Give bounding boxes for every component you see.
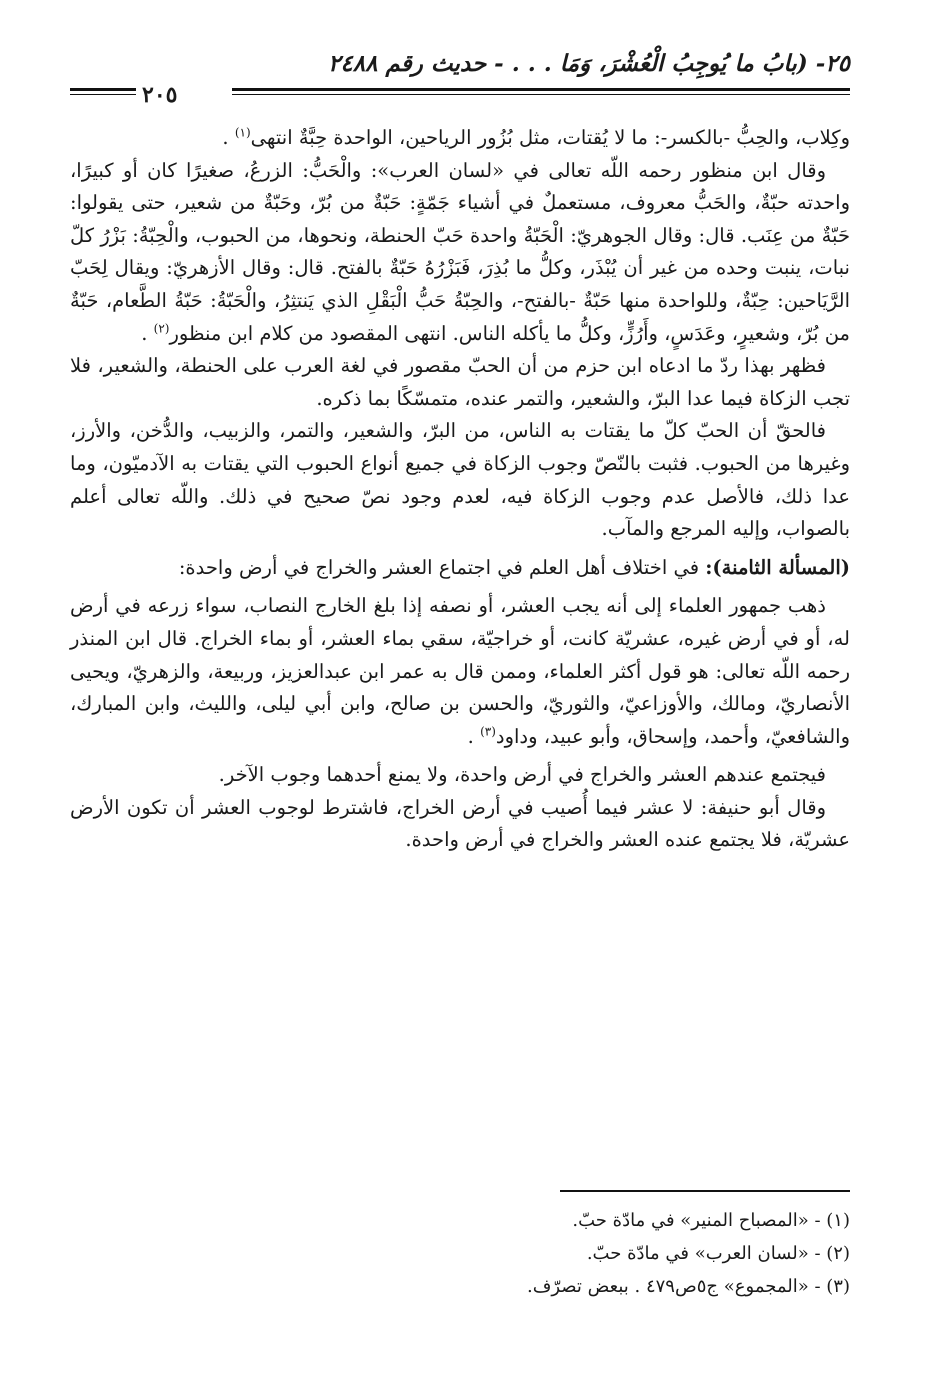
footnote-ref-3: (٣): [480, 724, 496, 739]
issue-label: (المسألة الثامنة):: [705, 555, 850, 579]
main-text: [70, 122, 850, 857]
footnotes: [70, 1204, 850, 1303]
footnote-1: (١) - «المصباح المنير» في مادّة حبّ.: [572, 1210, 850, 1231]
paragraph-3: فظهر بهذا ردّ ما ادعاه ابن حزم من أن الحبّ مقصور في لغة العرب على الحنطة، والشعير، فلا تجب الزكاة فيما عدا البرّ، والشعير، والتمر عنده، متمسّكًا بما ذكره.: [70, 354, 850, 410]
paragraph-6: ذهب جمهور العلماء إلى أنه يجب العشر، أو نصفه إذا بلغ الخارج النصاب، سواء زرعه في أرض له، أو في أرض غيره، عشريّة كانت، أو خراجيّة، سقي بماء العشر، أو بماء الخراج. قال ابن المنذر رحمه اللّه تعالى: هو قول أكثر العلماء، وممن قال به عمر ابن عبدالعزيز، وربيعة، والزهريّ، ويحيى الأنصاريّ، ومالك، والأوزاعيّ، والثوريّ، والحسن بن صالح، وابن أبي ليلى، والليث، وابن المبارك، والشافعيّ، وأحمد، وإسحاق، وأبو عبيد، وداود$^{(٣)}$ .: [70, 594, 850, 748]
footnote-ref-1: (١): [234, 125, 251, 140]
header-rule-thin: [232, 94, 850, 95]
header-rule: [232, 88, 850, 91]
paragraph-4: فالحقّ أن الحبّ كلّ ما يقتات به الناس، من البرّ، والشعير، والتمر، والزبيب، والدُّخن، والأرز، وغيرها من الحبوب. فثبت بالنّصّ وجوب الزكاة في جميع أنواع الحبوب التي يقتات به الآدميّون، وما عدا ذلك، فالأصل عدم وجوب الزكاة فيه، لعدم وجود نصّ صحيح في ذلك. واللّه تعالى أعلم بالصواب، وإليه المرجع والمآب.: [70, 419, 850, 541]
footnote-ref-2: (٢): [153, 321, 170, 336]
page-number: ٢٠٥: [142, 82, 178, 108]
paragraph-1: وكِلاب، والحِبُّ -بالكسر-: ما لا يُقتات، مثل بُزُور الرياحين، الواحدة حِبَّةٌ انتهى$^{(١)}$ .: [222, 125, 850, 149]
footnote-2: (٢) - «لسان العرب» في مادّة حبّ.: [586, 1243, 850, 1264]
page-number-rule: [70, 88, 136, 91]
footnote-3: (٣) - «المجموع» ج٥ص٤٧٩ . ببعض تصرّف.: [526, 1276, 850, 1297]
chapter-title: ٢٥- (بابُ ما يُوجِبُ الْعُشْرَ، وَمَا . . . - حديث رقم ٢٤٨٨: [328, 50, 850, 77]
paragraph-2: وقال ابن منظور رحمه اللّه تعالى في «لسان العرب»: والْحَبُّ: الزرعُ، صغيرًا كان أو كبيرًا، واحدته حبّةٌ، والحَبُّ معروف، مستعملٌ في أشياء جَمّةٍ: حَبّةٌ من بُرّ، وحَبّةٌ من شعير، حتى يقولوا: حَبّةٌ من عِنَب. قال: وقال الجوهريّ: الْحَبّةُ واحدة حَبّ الحنطة، ونحوها، من الحبوب، والْحِبّةُ: بَزْرُ كلّ نبات، ينبت وحده من غير أن يُبْذَر، وكلُّ ما بُذِرَ، فَبَزْرُهُ حَبّةٌ بالفتح. قال: وقال الأزهريّ: ويقال لِحَبّ الرَّيَاحين: حِبّةٌ، وللواحدة منها حَبّةٌ -بالفتح-، والحِبّةُ حَبُّ الْبَقْلِ الذي يَنتثِرُ، والْحَبّةُ: حَبّةُ الطَّعام، حَبّةٌ من بُرّ، وشعيرٍ، وعَدَسٍ، وأَرُزٍّ، وكلُّ ما يأكله الناس. انتهى المقصود من كلام ابن منظور$^{(٢)}$ .: [70, 158, 850, 345]
running-header: [70, 44, 850, 108]
issue-heading: (المسألة الثامنة): في اختلاف أهل العلم في اجتماع العشر والخراج في أرض واحدة:: [178, 555, 850, 579]
paragraph-8: وقال أبو حنيفة: لا عشر فيما أُصيب في أرض الخراج، فاشترط لوجوب العشر أن تكون الأرض عشريّة، فلا يجتمع عنده العشر والخراج في أرض واحدة.: [70, 795, 850, 852]
paragraph-7: فيجتمع عندهم العشر والخراج في أرض واحدة، ولا يمنع أحدهما وجوب الآخر.: [218, 763, 826, 787]
page-number-rule-thin: [70, 94, 136, 95]
footnote-separator: [560, 1190, 850, 1192]
book-page: [70, 44, 850, 1344]
